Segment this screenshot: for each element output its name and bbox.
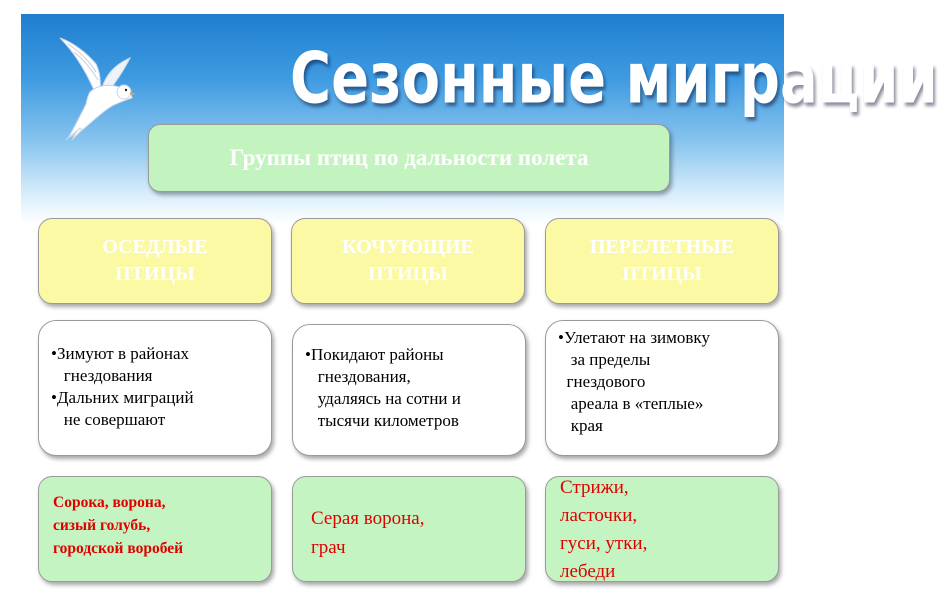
group-heading-text: Группы птиц по дальности полета <box>229 145 589 170</box>
slide-title: Сезонные миграции <box>290 38 938 120</box>
examples-sedentary-text: Сорока, ворона, сизый голубь, городской воробей <box>53 494 184 557</box>
description-line: за пределы <box>558 350 651 369</box>
category-sedentary-box <box>38 218 272 304</box>
description-line: не совершают <box>51 410 166 429</box>
description-nomadic-box <box>292 324 526 456</box>
description-line: ареала в «теплые» <box>558 394 704 413</box>
examples-sedentary-box <box>38 476 272 582</box>
category-migratory-box <box>545 218 779 304</box>
description-line: гнездового <box>558 372 646 391</box>
category-nomadic-box <box>291 218 525 304</box>
description-line: удаляясь на сотни и <box>305 389 461 408</box>
description-line: гнездования <box>51 366 153 385</box>
description-line: •Зимуют в районах <box>51 344 190 363</box>
group-heading-box <box>148 124 670 192</box>
examples-migratory-box <box>545 476 779 582</box>
examples-nomadic-box <box>292 476 526 582</box>
description-sedentary-box <box>38 320 272 456</box>
category-nomadic-label: КОЧУЮЩИЕ ПТИЦЫ <box>342 236 474 285</box>
examples-migratory-text: Стрижи, ласточки, гуси, утки, лебеди <box>560 477 648 582</box>
description-line: гнездования, <box>305 367 411 386</box>
description-line: •Покидают районы <box>305 345 444 364</box>
description-migratory-box <box>545 320 779 456</box>
description-line: края <box>558 416 603 435</box>
description-line: •Улетают на зимовку <box>558 328 710 347</box>
description-line: тысячи километров <box>305 411 459 430</box>
category-migratory-label: ПЕРЕЛЕТНЫЕ ПТИЦЫ <box>589 236 735 285</box>
dove-icon <box>46 32 146 142</box>
examples-nomadic-text: Серая ворона, грач <box>311 508 425 558</box>
category-sedentary-label: ОСЕДЛЫЕ ПТИЦЫ <box>102 236 208 285</box>
description-line: •Дальних миграций <box>51 388 194 407</box>
